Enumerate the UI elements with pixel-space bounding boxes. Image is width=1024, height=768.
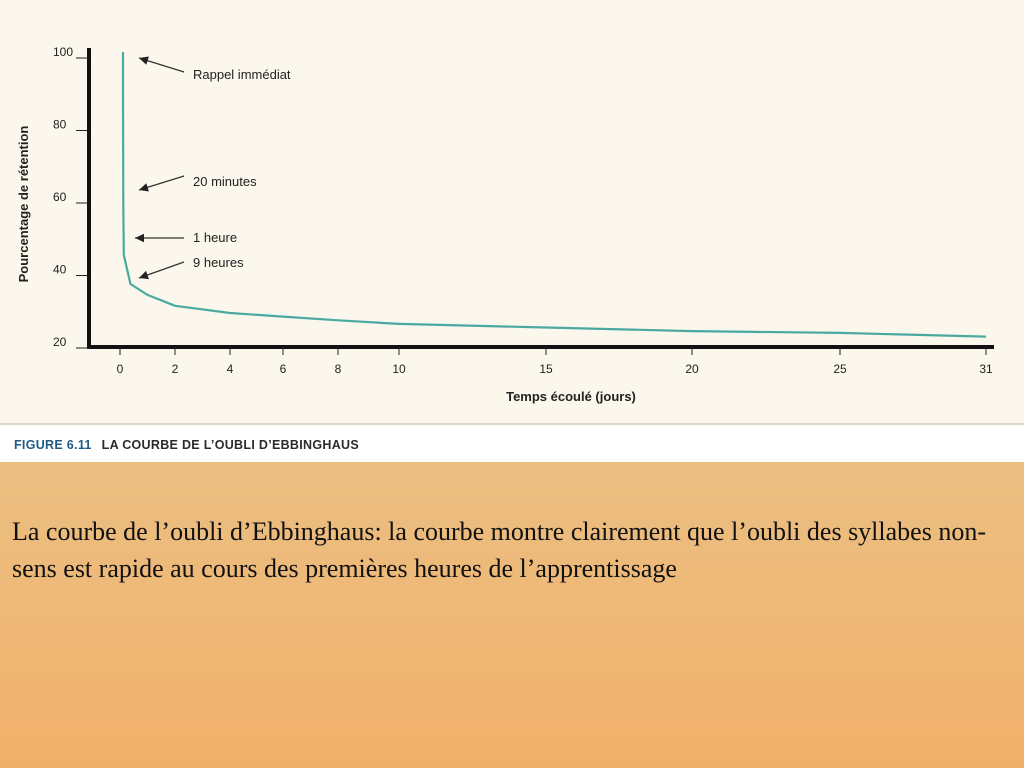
annotation-arrowhead — [139, 57, 149, 65]
x-tick-label: 8 — [334, 362, 342, 376]
x-tick-label: 31 — [979, 362, 993, 376]
y-tick-label: 60 — [53, 190, 67, 204]
x-tick-label: 20 — [685, 362, 699, 376]
annotation-label: Rappel immédiat — [193, 67, 291, 82]
x-tick-label: 0 — [116, 362, 124, 376]
y-tick-label: 100 — [53, 45, 74, 59]
x-tick-label: 25 — [833, 362, 847, 376]
x-tick-label: 15 — [539, 362, 553, 376]
figure-caption — [14, 438, 359, 452]
annotation-label: 20 minutes — [193, 174, 257, 189]
figure-caption-bar — [0, 423, 1024, 462]
forgetting-curve-line — [123, 52, 986, 337]
x-tick-label: 2 — [171, 362, 179, 376]
annotation-arrowhead — [139, 271, 149, 279]
annotation-label: 9 heures — [193, 255, 244, 270]
slide-description: La courbe de l’oubli d’Ebbinghaus: la courbe montre clairement que l’oubli des syllabes non-sens est rapide au cours des premières heures de l’apprentissage — [12, 517, 986, 583]
y-tick-label: 80 — [53, 117, 67, 132]
figure-title: LA COURBE DE L’OUBLI D’EBBINGHAUS — [101, 438, 360, 452]
x-tick-label: 6 — [279, 362, 287, 376]
y-axis-label: Pourcentage de rétention — [16, 125, 31, 283]
annotation-arrowhead — [135, 234, 144, 243]
y-tick-label: 20 — [53, 335, 67, 349]
annotation-label: 1 heure — [193, 230, 238, 245]
annotation-arrowhead — [139, 183, 149, 191]
x-tick-label: 4 — [226, 362, 234, 376]
y-tick-label: 40 — [53, 262, 67, 277]
x-tick-label: 10 — [392, 362, 406, 376]
x-axis-label: Temps écoulé (jours) — [506, 389, 636, 404]
figure-number: FIGURE 6.11 — [14, 438, 92, 452]
